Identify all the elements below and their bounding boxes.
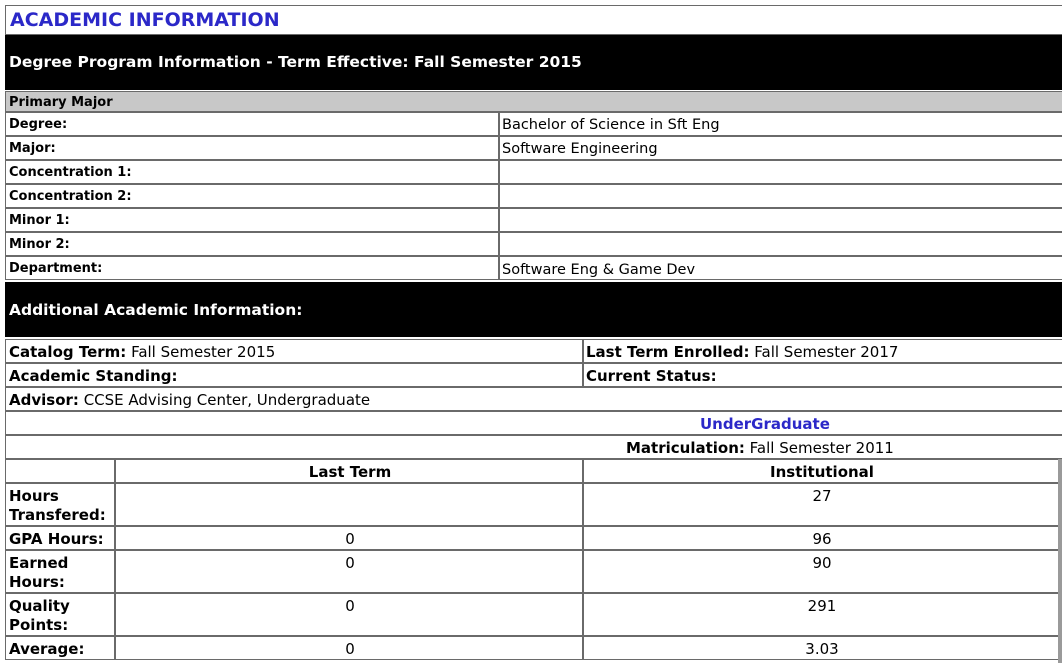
catalog-term-cell xyxy=(5,339,583,363)
table-cell-last-term xyxy=(115,550,583,593)
table-cell-institutional xyxy=(583,526,1061,550)
major-value-cell xyxy=(499,136,1062,160)
concentration-2-label: Concentration 2: xyxy=(9,189,132,204)
additional-info-header xyxy=(5,282,1062,337)
institutional-column-header xyxy=(583,459,1061,483)
primary-major-subheader xyxy=(5,91,1062,112)
quality-points-label-line2: Points: xyxy=(9,616,69,634)
academic-standing-label: Academic Standing: xyxy=(9,367,178,385)
matriculation-cell xyxy=(5,435,1062,459)
last-term-column-label: Last Term xyxy=(308,463,392,481)
level-name: UnderGraduate xyxy=(700,415,830,433)
last-term-column-header xyxy=(115,459,583,483)
last-term-enrolled-label: Last Term Enrolled: xyxy=(586,343,750,361)
current-status-cell xyxy=(583,363,1062,387)
degree-label-cell xyxy=(5,112,499,136)
minor-1-label: Minor 1: xyxy=(9,213,70,228)
level-cell xyxy=(5,411,1062,435)
table-row-label-cell xyxy=(5,593,115,636)
concentration-2-value-cell xyxy=(499,184,1062,208)
advisor-cell xyxy=(5,387,1062,411)
concentration-1-label: Concentration 1: xyxy=(9,165,132,180)
concentration-1-label-cell xyxy=(5,160,499,184)
department-label: Department: xyxy=(9,261,103,276)
institutional-column-label: Institutional xyxy=(770,463,874,481)
current-status-label: Current Status: xyxy=(586,367,717,385)
quality-points-last-term: 0 xyxy=(345,597,355,615)
table-cell-last-term xyxy=(115,593,583,636)
department-value-cell xyxy=(499,256,1062,280)
earned-hours-last-term: 0 xyxy=(345,554,355,572)
hours-transfered-institutional: 27 xyxy=(812,487,832,505)
quality-points-label-line1: Quality xyxy=(9,597,70,615)
major-label-cell xyxy=(5,136,499,160)
table-row-label-cell xyxy=(5,526,115,550)
table-cell-institutional xyxy=(583,636,1061,660)
table-cell-institutional xyxy=(583,483,1061,526)
table-cell-institutional xyxy=(583,593,1061,636)
advisor-value: CCSE Advising Center, Undergraduate xyxy=(83,391,371,409)
catalog-term-value: Fall Semester 2015 xyxy=(131,343,276,361)
last-term-enrolled-cell xyxy=(583,339,1062,363)
hours-table-corner-cell xyxy=(5,459,115,483)
department-label-cell xyxy=(5,256,499,280)
degree-value: Bachelor of Science in Sft Eng xyxy=(502,117,720,133)
minor-1-label-cell xyxy=(5,208,499,232)
gpa-hours-institutional: 96 xyxy=(812,530,832,548)
table-cell-last-term xyxy=(115,483,583,526)
major-value: Software Engineering xyxy=(502,141,658,157)
table-row-label-cell xyxy=(5,550,115,593)
degree-program-header xyxy=(5,35,1062,90)
gpa-hours-label: GPA Hours: xyxy=(9,530,104,548)
scrollbar[interactable] xyxy=(1058,459,1062,663)
catalog-term-label: Catalog Term: xyxy=(9,343,127,361)
average-institutional: 3.03 xyxy=(805,640,839,658)
quality-points-institutional: 291 xyxy=(807,597,837,615)
concentration-1-value-cell xyxy=(499,160,1062,184)
degree-value-cell xyxy=(499,112,1062,136)
hours-transfered-label-line2: Transfered: xyxy=(9,506,106,524)
degree-label: Degree: xyxy=(9,117,68,132)
minor-2-label: Minor 2: xyxy=(9,237,70,252)
matriculation-label: Matriculation: xyxy=(626,439,745,457)
major-label: Major: xyxy=(9,141,56,156)
gpa-hours-last-term: 0 xyxy=(345,530,355,548)
primary-major-label: Primary Major xyxy=(9,95,113,110)
page-title-cell xyxy=(5,5,1062,35)
earned-hours-label-line2: Hours: xyxy=(9,573,65,591)
additional-info-header-text: Additional Academic Information: xyxy=(9,301,303,319)
table-cell-last-term xyxy=(115,526,583,550)
department-value: Software Eng & Game Dev xyxy=(502,262,696,278)
concentration-2-label-cell xyxy=(5,184,499,208)
matriculation-value: Fall Semester 2011 xyxy=(749,439,894,457)
table-row-label-cell xyxy=(5,636,115,660)
minor-1-value-cell xyxy=(499,208,1062,232)
table-cell-institutional xyxy=(583,550,1061,593)
average-label: Average: xyxy=(9,640,85,658)
table-row-label-cell xyxy=(5,483,115,526)
earned-hours-label-line1: Earned xyxy=(9,554,69,572)
advisor-label: Advisor: xyxy=(9,391,79,409)
minor-2-value-cell xyxy=(499,232,1062,256)
earned-hours-institutional: 90 xyxy=(812,554,832,572)
last-term-enrolled-value: Fall Semester 2017 xyxy=(754,343,899,361)
average-last-term: 0 xyxy=(345,640,355,658)
degree-program-header-text: Degree Program Information - Term Effective: Fall Semester 2015 xyxy=(9,53,582,71)
hours-transfered-label-line1: Hours xyxy=(9,487,59,505)
table-cell-last-term xyxy=(115,636,583,660)
academic-standing-cell xyxy=(5,363,583,387)
minor-2-label-cell xyxy=(5,232,499,256)
page-title: ACADEMIC INFORMATION xyxy=(10,9,280,31)
